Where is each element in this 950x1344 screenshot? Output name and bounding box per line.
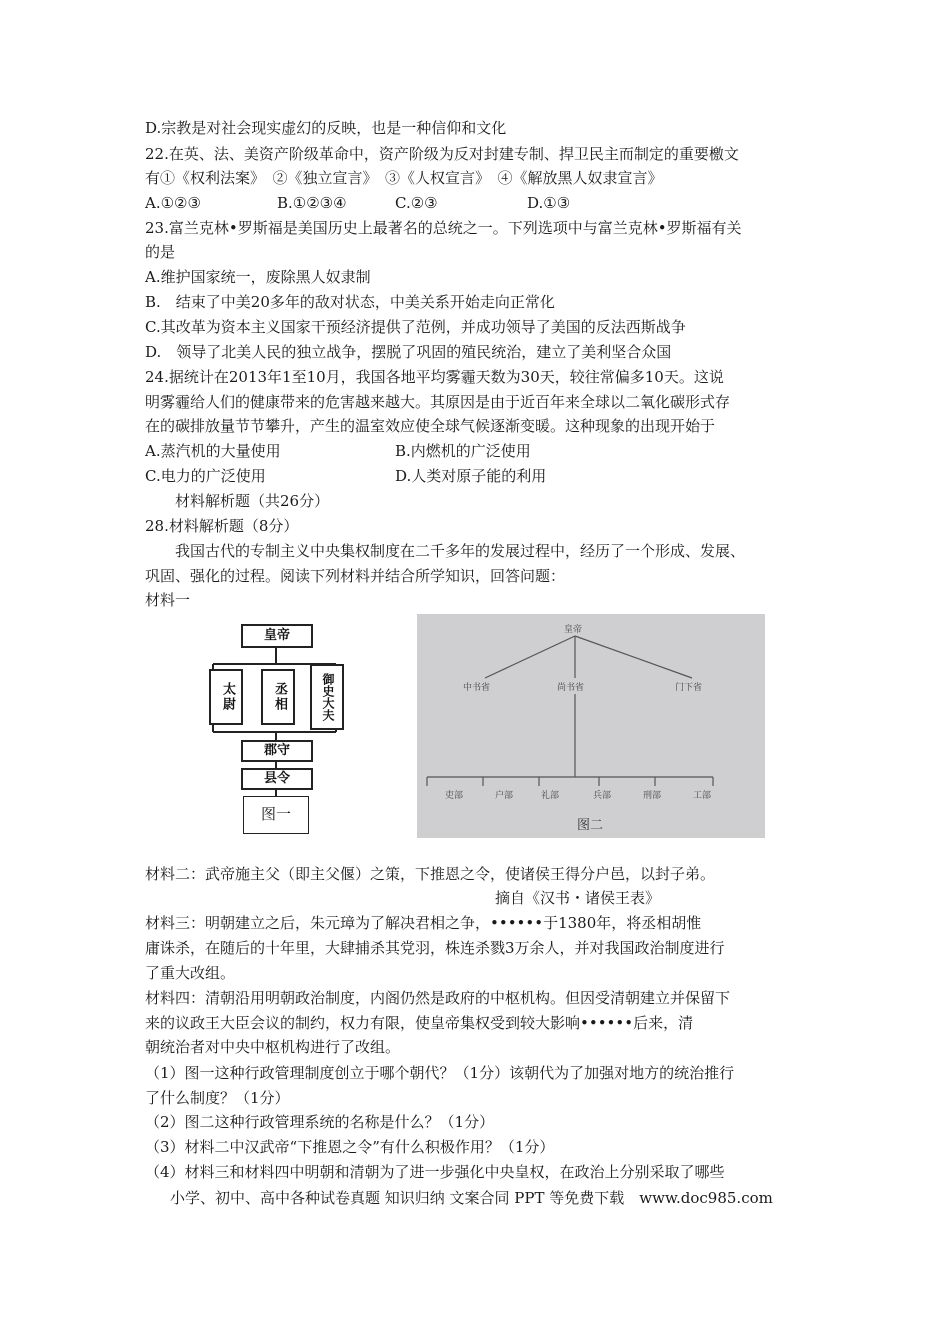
fig2-zhongshu: 中书省 [463,683,491,693]
q22-text: 22.在英、法、美资产阶级革命中，资产阶级为反对封建专制、捍卫民主而制定的重要檄文 [145,145,739,163]
question-1-cont: 了什么制度？（1分） [145,1089,290,1107]
fig2-gongbu: 工部 [693,791,712,801]
q23-text-cont: 的是 [145,243,176,261]
q22-items: 有①《权利法案》 ②《独立宣言》 ③《人权宣言》 ④《解放黑人奴隶宣言》 [145,169,663,187]
q24-text-2: 明雾霾给人们的健康带来的危害越来越大。其原因是由于近百年来全球以二氧化碳形式存 [145,393,731,411]
material-3: 材料三：明朝建立之后，朱元璋为了解决君相之争，••••••于1380年，将丞相胡惟 [145,914,702,932]
yushi-box: 御史大夫 [310,664,344,730]
q23-option-c: C.其改革为资本主义国家干预经济提供了范例，并成功领导了美国的反法西斯战争 [145,318,686,336]
q23-text: 23.富兰克林•罗斯福是美国历史上最著名的总统之一。下列选项中与富兰克林•罗斯福有关 [145,219,742,237]
q22-option-b: B.①②③④ [277,194,347,212]
q22-option-a: A.①②③ [145,194,201,212]
xianling-box: 县令 [241,768,313,790]
q28-intro: 我国古代的专制主义中央集权制度在二千多年的发展过程中，经历了一个形成、发展、 [175,542,746,560]
fig2-bingbu: 兵部 [593,791,612,801]
q24-option-d: D.人类对原子能的利用 [395,467,547,485]
question-2: （2）图二这种行政管理系统的名称是什么？（1分） [145,1113,495,1131]
fig2-emperor: 皇帝 [564,625,583,635]
figure-1-caption: 图一 [243,796,309,834]
material-2-source: 摘自《汉书・诸侯王表》 [495,889,661,907]
fig2-shangshu: 尚书省 [557,683,585,693]
q24-option-c: C.电力的广泛使用 [145,467,266,485]
taiwei-box: 太尉 [209,669,243,725]
material-3-2: 庸诛杀，在随后的十年里，大肆捕杀其党羽，株连杀戮3万余人，并对我国政治制度进行 [145,939,725,957]
figure-2-diagram [417,614,765,838]
emperor-box: 皇帝 [241,624,313,648]
figure-2-caption: 图二 [577,818,604,833]
question-3: （3）材料二中汉武帝“下推恩之令”有什么积极作用？（1分） [145,1138,555,1156]
fig2-hubu: 户部 [495,791,514,801]
figure-2-lines [417,614,765,838]
q23-option-a: A.维护国家统一，废除黑人奴隶制 [145,268,371,286]
material-4-2: 来的议政王大臣会议的制约，权力有限，使皇帝集权受到较大影响••••••后来，清 [145,1014,694,1032]
material-1-label: 材料一 [145,591,191,609]
q24-text: 24.据统计在2013年1至10月，我国各地平均雾霾天数为30天，较往常偏多10天。这说 [145,368,724,386]
material-4: 材料四：清朝沿用明朝政治制度，内阁仍然是政府的中枢机构。但因受清朝建立并保留下 [145,989,731,1007]
material-2: 材料二：武帝施主父（即主父偃）之策，下推恩之令，使诸侯王得分户邑，以封子弟。 [145,865,716,883]
material-4-3: 朝统治者对中央中枢机构进行了改组。 [145,1038,401,1056]
junshou-box: 郡守 [241,740,313,762]
option-d-line: D.宗教是对社会现实虚幻的反映，也是一种信仰和文化 [145,119,507,137]
chengxiang-box: 丞相 [261,669,295,725]
section-title: 材料解析题（共26分） [175,492,330,510]
figure-1-diagram [208,624,348,836]
material-3-3: 了重大改组。 [145,964,236,982]
q28-title: 28.材料解析题（8分） [145,517,299,535]
q24-text-3: 在的碳排放量节节攀升，产生的温室效应使全球气候逐渐变暖。这种现象的出现开始于 [145,417,716,435]
fig2-xingbu: 刑部 [643,791,662,801]
fig2-libu-personnel: 吏部 [445,791,464,801]
q24-option-a: A.蒸汽机的大量使用 [145,442,281,460]
fig2-menxia: 门下省 [675,683,703,693]
footer-ad: 小学、初中、高中各种试卷真题 知识归纳 文案合同 PPT 等免费下载 www.doc985.com [170,1189,773,1207]
q23-option-d: D. 领导了北美人民的独立战争，摆脱了巩固的殖民统治，建立了美利坚合众国 [145,343,672,361]
q22-option-c: C.②③ [395,194,438,212]
q23-option-b: B. 结束了中美20多年的敌对状态，中美关系开始走向正常化 [145,293,555,311]
fig2-libu-rites: 礼部 [541,791,560,801]
question-1: （1）图一这种行政管理制度创立于哪个朝代？（1分）该朝代为了加强对地方的统治推行 [145,1064,735,1082]
question-4: （4）材料三和材料四中明朝和清朝为了进一步强化中央皇权，在政治上分别采取了哪些 [145,1163,725,1181]
q24-option-b: B.内燃机的广泛使用 [395,442,531,460]
q28-intro-2: 巩固、强化的过程。阅读下列材料并结合所学知识，回答问题： [145,567,566,585]
q22-option-d: D.①③ [527,194,571,212]
